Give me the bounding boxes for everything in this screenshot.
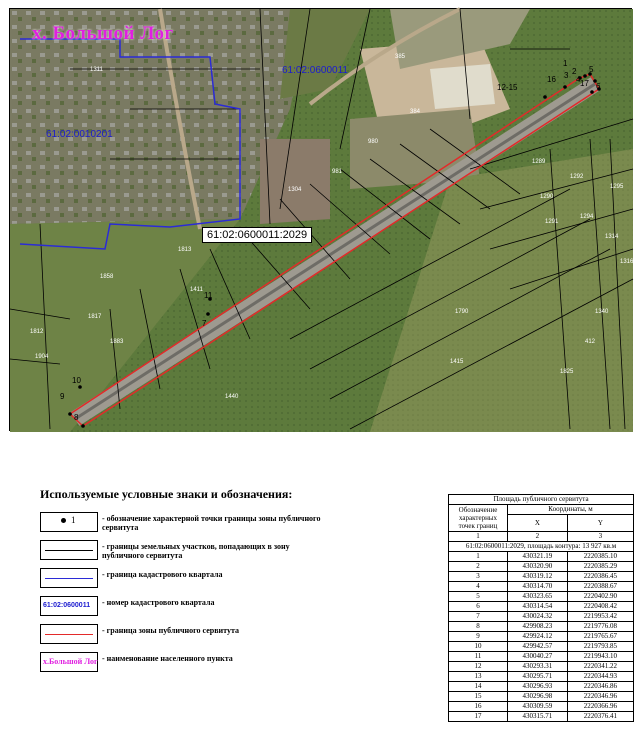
x-coordinate-cell: 430319.12 — [508, 572, 568, 582]
table-row — [449, 592, 634, 602]
table-row — [449, 642, 634, 652]
table-row — [449, 562, 634, 572]
legend-item — [40, 568, 380, 592]
red-line-icon — [45, 634, 93, 635]
parcel-number: 1817 — [88, 314, 102, 320]
parcel-number: 1340 — [595, 309, 609, 315]
table-row — [449, 602, 634, 612]
black-line-icon — [45, 550, 93, 551]
y-coordinate-cell: 2219953.42 — [567, 612, 633, 622]
parcel-number: 1411 — [190, 287, 203, 293]
parcel-number: 1289 — [532, 159, 546, 165]
x-coordinate-cell: 430295.71 — [508, 672, 568, 682]
parcel-number: 1415 — [450, 359, 464, 365]
legend-item-text: - наименование населенного пункта — [102, 654, 233, 663]
coordinates-table-container — [448, 494, 634, 722]
table-row — [449, 612, 634, 622]
x-coordinate-cell: 430040.27 — [508, 652, 568, 662]
point-label: 4 — [576, 75, 581, 84]
point-number-cell: 13 — [449, 672, 508, 682]
point-label: 6 — [596, 82, 601, 91]
point-number-cell: 11 — [449, 652, 508, 662]
point-label: 7 — [202, 319, 207, 328]
point-label: 8 — [74, 413, 79, 422]
parcel-number: 1291 — [545, 219, 559, 225]
table-body — [449, 552, 634, 722]
y-coordinate-cell: 2220386.45 — [567, 572, 633, 582]
coordinates-table — [448, 494, 634, 722]
parcel-number: 1790 — [455, 309, 469, 315]
x-coordinate-cell: 429908.23 — [508, 622, 568, 632]
quarter-number-label: 61:02:0010201 — [46, 129, 113, 140]
point-number-cell: 4 — [449, 582, 508, 592]
legend-item-text: - граница зоны публичного сервитута — [102, 626, 239, 635]
point-number-cell: 6 — [449, 602, 508, 612]
point-number-cell: 7 — [449, 612, 508, 622]
table-row — [449, 712, 634, 722]
point-label: 16 — [547, 75, 556, 84]
legend-item-text: - границы земельных участков, попадающих в зону публичного сервитута — [102, 542, 290, 560]
x-coordinate-cell: 430024.32 — [508, 612, 568, 622]
legend-item-text: - обозначение характерной точки границы зоны публичного сервитута — [102, 514, 321, 532]
parcel-number: 1825 — [560, 369, 574, 375]
x-coordinate-cell: 430315.71 — [508, 712, 568, 722]
parcel-number: 1294 — [580, 214, 594, 220]
point-number-cell: 14 — [449, 682, 508, 692]
point-label: 3 — [564, 71, 569, 80]
y-coordinate-cell: 2220366.96 — [567, 702, 633, 712]
parcel-number: 1304 — [288, 187, 302, 193]
y-coordinate-cell: 2220385.10 — [567, 552, 633, 562]
point-number-cell: 2 — [449, 562, 508, 572]
parcel-number: 1316 — [620, 259, 634, 265]
legend-item-text: - граница кадастрового квартала — [102, 570, 223, 579]
table-row — [449, 572, 634, 582]
y-coordinate-cell: 2220346.96 — [567, 692, 633, 702]
parcel-number: 1292 — [570, 174, 584, 180]
parcel-number: 1904 — [35, 354, 49, 360]
area-row: 61:02:0600011:2029, площадь контура: 13 927 кв.м — [449, 542, 634, 552]
parcel-number: 384 — [410, 109, 421, 115]
point-label: 2 — [572, 67, 577, 76]
table-title: Площадь публичного сервитута — [449, 495, 634, 505]
cadastral-map — [9, 8, 632, 431]
parcel-number: 1812 — [30, 329, 44, 335]
legend-item — [40, 624, 380, 648]
x-coordinate-cell: 430314.54 — [508, 602, 568, 612]
quarter-number-label: 61:02:0600011 — [282, 65, 348, 76]
parcel-number: 1813 — [178, 247, 192, 253]
x-coordinate-cell: 430296.93 — [508, 682, 568, 692]
point-symbol-box — [40, 512, 98, 532]
y-coordinate-cell: 2220346.86 — [567, 682, 633, 692]
x-coordinate-cell: 430293.31 — [508, 662, 568, 672]
x-header: X — [508, 515, 568, 532]
legend-item — [40, 512, 380, 536]
y-coordinate-cell: 2220341.22 — [567, 662, 633, 672]
magenta-label-symbol-box — [40, 652, 98, 672]
table-row — [449, 622, 634, 632]
parcel-number: 1440 — [225, 394, 239, 400]
y-coordinate-cell: 2220376.41 — [567, 712, 633, 722]
parcel-number: 1311 — [90, 67, 103, 73]
point-number-cell: 1 — [449, 552, 508, 562]
point-column-header: Обозначение характерных точек границ — [449, 505, 508, 532]
x-coordinate-cell: 430296.98 — [508, 692, 568, 702]
x-coordinate-cell: 430320.90 — [508, 562, 568, 572]
column-number: 1 — [449, 532, 508, 542]
parcel-number: 981 — [332, 169, 343, 175]
red-line-symbol-box — [40, 624, 98, 644]
parcel-number: 1858 — [100, 274, 114, 280]
table-row — [449, 582, 634, 592]
point-number-cell: 3 — [449, 572, 508, 582]
y-coordinate-cell: 2219943.10 — [567, 652, 633, 662]
blue-label-symbol-box — [40, 596, 98, 616]
point-label: 10 — [72, 376, 81, 385]
y-coordinate-cell: 2220385.29 — [567, 562, 633, 572]
y-coordinate-cell: 2219776.08 — [567, 622, 633, 632]
point-label: 17 — [580, 79, 589, 88]
y-coordinate-cell: 2220402.90 — [567, 592, 633, 602]
table-row — [449, 702, 634, 712]
point-label: 5 — [589, 65, 594, 74]
y-coordinate-cell: 2220408.42 — [567, 602, 633, 612]
table-row — [449, 552, 634, 562]
point-label: 12-15 — [497, 83, 518, 92]
quarter-number-sample: 61:02:0600011 — [43, 602, 91, 609]
point-number-cell: 15 — [449, 692, 508, 702]
legend-item — [40, 540, 380, 564]
x-coordinate-cell: 430314.70 — [508, 582, 568, 592]
parcel-number: 1295 — [610, 184, 624, 190]
x-coordinate-cell: 430309.59 — [508, 702, 568, 712]
settlement-name-label: х. Большой Лог — [32, 23, 174, 44]
y-coordinate-cell: 2220388.67 — [567, 582, 633, 592]
blue-line-symbol-box — [40, 568, 98, 588]
legend-item — [40, 652, 380, 676]
legend-item — [40, 596, 380, 620]
point-number-cell: 17 — [449, 712, 508, 722]
point-marker-icon — [61, 518, 66, 523]
x-coordinate-cell: 430323.65 — [508, 592, 568, 602]
point-number-cell: 16 — [449, 702, 508, 712]
x-coordinate-cell: 429942.57 — [508, 642, 568, 652]
y-coordinate-cell: 2219765.67 — [567, 632, 633, 642]
table-row — [449, 672, 634, 682]
point-number-cell: 5 — [449, 592, 508, 602]
point-number-cell: 9 — [449, 632, 508, 642]
legend — [40, 487, 380, 680]
point-label: 9 — [60, 392, 65, 401]
blue-line-icon — [45, 578, 93, 579]
parcel-number: 385 — [395, 54, 406, 60]
table-row — [449, 662, 634, 672]
table-row — [449, 682, 634, 692]
point-number-cell: 12 — [449, 662, 508, 672]
y-coordinate-cell: 2220344.93 — [567, 672, 633, 682]
x-coordinate-cell: 430321.19 — [508, 552, 568, 562]
y-coordinate-cell: 2219793.85 — [567, 642, 633, 652]
settlement-name-sample: х.Большой Лог — [43, 657, 98, 666]
parcel-number: 1314 — [605, 234, 619, 240]
black-line-symbol-box — [40, 540, 98, 560]
table-row — [449, 652, 634, 662]
parcel-number: 412 — [585, 339, 596, 345]
y-header: Y — [567, 515, 633, 532]
parcel-callout: 61:02:0600011:2029 — [202, 227, 312, 243]
point-number-cell: 10 — [449, 642, 508, 652]
legend-item-text: - номер кадастрового квартала — [102, 598, 215, 607]
parcel-number: 1883 — [110, 339, 124, 345]
table-row — [449, 692, 634, 702]
point-label: 1 — [563, 59, 568, 68]
table-row — [449, 632, 634, 642]
legend-title: Используемые условные знаки и обозначения: — [40, 487, 293, 501]
x-coordinate-cell: 429924.12 — [508, 632, 568, 642]
column-number: 2 — [508, 532, 568, 542]
column-number: 3 — [567, 532, 633, 542]
parcel-number: 980 — [368, 139, 379, 145]
point-number-cell: 8 — [449, 622, 508, 632]
point-symbol-number: 1 — [71, 515, 76, 525]
parcel-number: 1290 — [540, 194, 554, 200]
point-label: 11 — [204, 291, 213, 300]
coordinates-header: Координаты, м — [508, 505, 634, 515]
